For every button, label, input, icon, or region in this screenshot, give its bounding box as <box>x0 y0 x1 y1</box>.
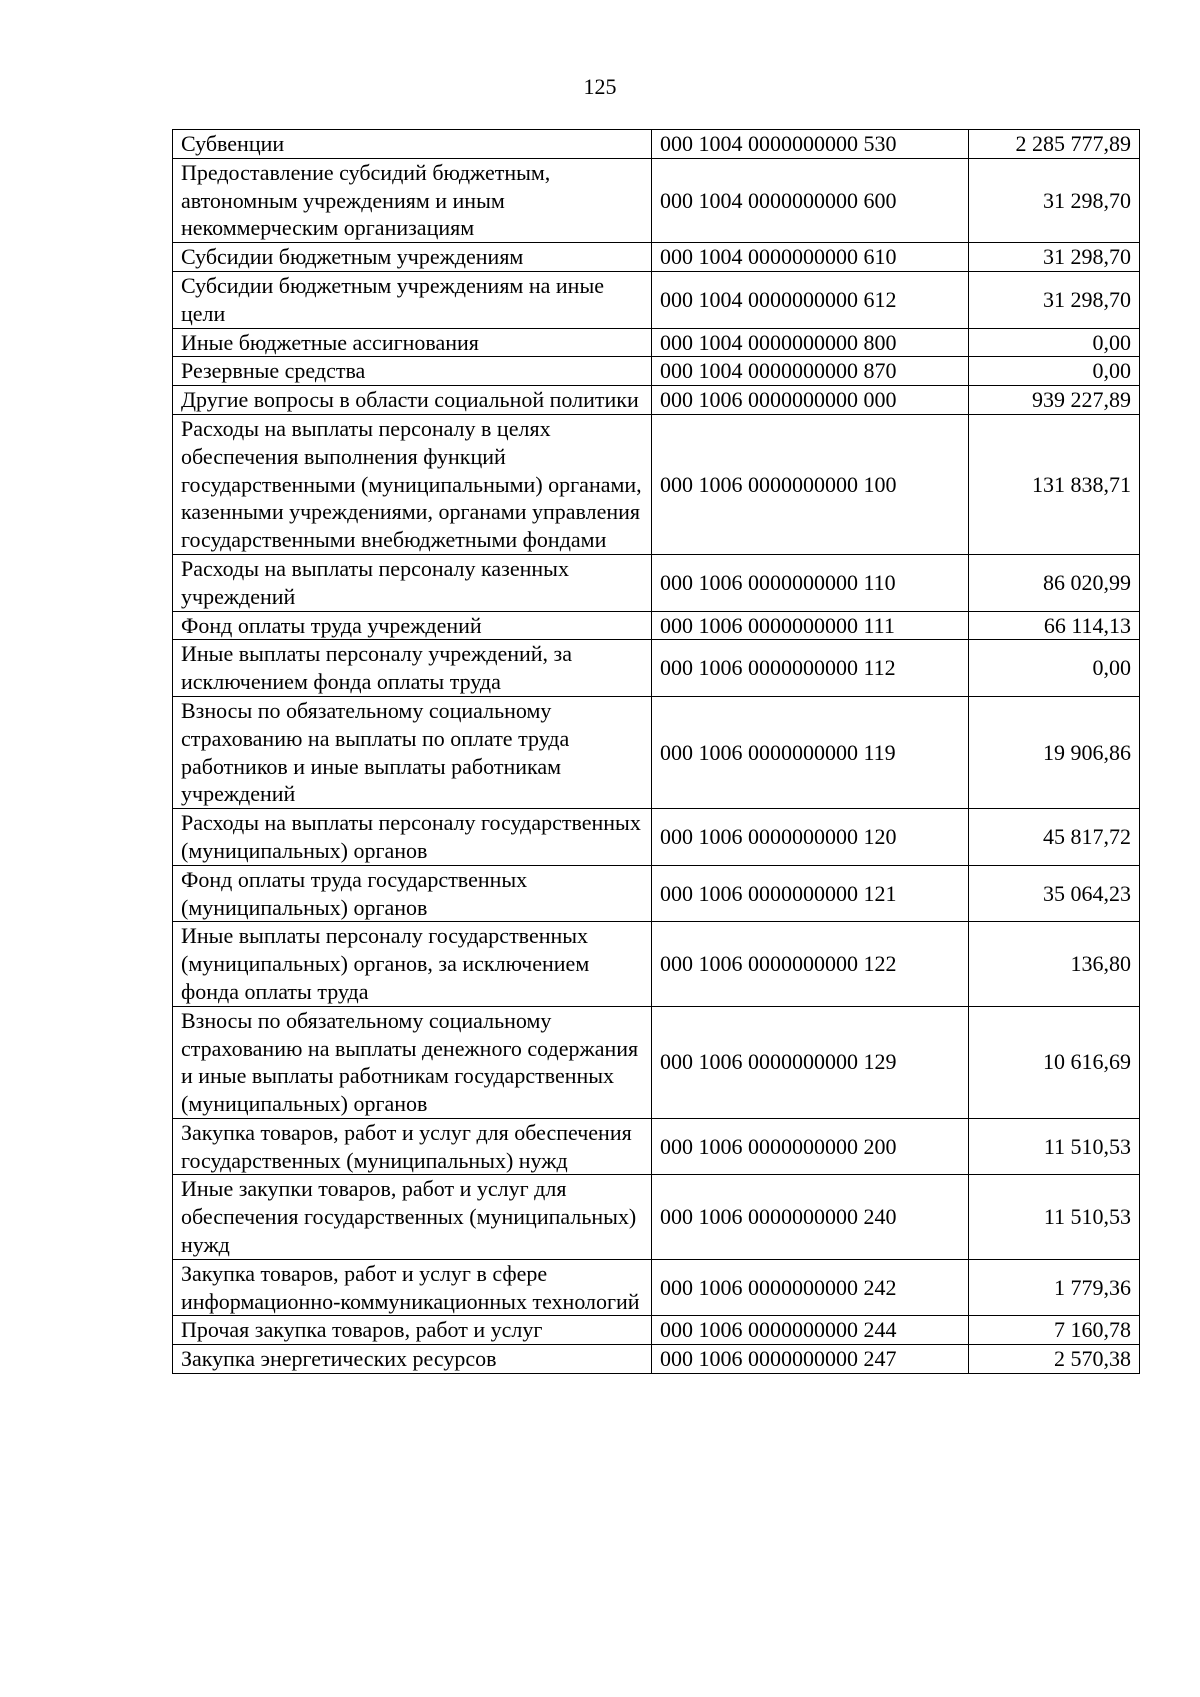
row-name: Расходы на выплаты персоналу казенных учреждений <box>173 554 652 611</box>
row-name: Прочая закупка товаров, работ и услуг <box>173 1316 652 1345</box>
row-amount: 10 616,69 <box>969 1006 1140 1118</box>
table-row <box>173 328 1140 357</box>
table-row <box>173 809 1140 866</box>
row-code: 000 1006 0000000000 119 <box>652 696 969 808</box>
row-amount: 131 838,71 <box>969 414 1140 554</box>
row-name: Иные закупки товаров, работ и услуг для обеспечения государственных (муниципальных) нужд <box>173 1175 652 1259</box>
row-code: 000 1006 0000000000 247 <box>652 1345 969 1374</box>
table-row <box>173 554 1140 611</box>
row-amount: 11 510,53 <box>969 1118 1140 1175</box>
row-amount: 66 114,13 <box>969 611 1140 640</box>
row-name: Субвенции <box>173 130 652 159</box>
table-row <box>173 696 1140 808</box>
row-name: Субсидии бюджетным учреждениям на иные цели <box>173 271 652 328</box>
row-code: 000 1006 0000000000 000 <box>652 386 969 415</box>
row-amount: 0,00 <box>969 640 1140 697</box>
row-code: 000 1006 0000000000 240 <box>652 1175 969 1259</box>
row-amount: 31 298,70 <box>969 158 1140 242</box>
row-amount: 31 298,70 <box>969 243 1140 272</box>
table-row <box>173 414 1140 554</box>
row-code: 000 1006 0000000000 122 <box>652 922 969 1006</box>
row-name: Закупка энергетических ресурсов <box>173 1345 652 1374</box>
row-code: 000 1006 0000000000 242 <box>652 1259 969 1316</box>
row-code: 000 1004 0000000000 600 <box>652 158 969 242</box>
row-name: Предоставление субсидий бюджетным, автономным учреждениям и иным некоммерческим организациям <box>173 158 652 242</box>
row-name: Фонд оплаты труда государственных (муниципальных) органов <box>173 865 652 922</box>
row-code: 000 1004 0000000000 530 <box>652 130 969 159</box>
budget-table <box>172 129 1140 1374</box>
row-code: 000 1006 0000000000 200 <box>652 1118 969 1175</box>
row-amount: 7 160,78 <box>969 1316 1140 1345</box>
table-row <box>173 1118 1140 1175</box>
row-amount: 35 064,23 <box>969 865 1140 922</box>
page-number: 125 <box>583 74 617 99</box>
row-name: Взносы по обязательному социальному страхованию на выплаты по оплате труда работников и иные выплаты работникам учреждений <box>173 696 652 808</box>
row-name: Взносы по обязательному социальному страхованию на выплаты денежного содержания и иные выплаты работникам государственных (муниципальных) органов <box>173 1006 652 1118</box>
row-code: 000 1006 0000000000 244 <box>652 1316 969 1345</box>
row-name: Закупка товаров, работ и услуг в сфере информационно-коммуникационных технологий <box>173 1259 652 1316</box>
row-code: 000 1004 0000000000 870 <box>652 357 969 386</box>
row-amount: 2 570,38 <box>969 1345 1140 1374</box>
row-amount: 86 020,99 <box>969 554 1140 611</box>
row-name: Расходы на выплаты персоналу в целях обеспечения выполнения функций государственными (муниципальными) органами, казенными учреждениями, органами управления государственными внебюджетными фондами <box>173 414 652 554</box>
row-amount: 19 906,86 <box>969 696 1140 808</box>
table-row <box>173 1316 1140 1345</box>
table-row <box>173 1175 1140 1259</box>
table-row <box>173 271 1140 328</box>
table-row <box>173 158 1140 242</box>
table-row <box>173 243 1140 272</box>
row-amount: 939 227,89 <box>969 386 1140 415</box>
row-code: 000 1006 0000000000 121 <box>652 865 969 922</box>
row-amount: 136,80 <box>969 922 1140 1006</box>
row-name: Фонд оплаты труда учреждений <box>173 611 652 640</box>
row-name: Иные выплаты персоналу учреждений, за исключением фонда оплаты труда <box>173 640 652 697</box>
table-row <box>173 1259 1140 1316</box>
row-code: 000 1004 0000000000 612 <box>652 271 969 328</box>
row-code: 000 1006 0000000000 120 <box>652 809 969 866</box>
table-row <box>173 130 1140 159</box>
row-amount: 2 285 777,89 <box>969 130 1140 159</box>
row-name: Субсидии бюджетным учреждениям <box>173 243 652 272</box>
table-row <box>173 1345 1140 1374</box>
row-amount: 1 779,36 <box>969 1259 1140 1316</box>
row-name: Другие вопросы в области социальной политики <box>173 386 652 415</box>
table-row <box>173 386 1140 415</box>
table-row <box>173 611 1140 640</box>
budget-table-body <box>173 130 1140 1374</box>
table-row <box>173 640 1140 697</box>
row-code: 000 1006 0000000000 112 <box>652 640 969 697</box>
table-row <box>173 922 1140 1006</box>
row-code: 000 1006 0000000000 100 <box>652 414 969 554</box>
table-row <box>173 357 1140 386</box>
row-name: Резервные средства <box>173 357 652 386</box>
row-amount: 11 510,53 <box>969 1175 1140 1259</box>
row-amount: 0,00 <box>969 357 1140 386</box>
row-name: Иные выплаты персоналу государственных (муниципальных) органов, за исключением фонда оплаты труда <box>173 922 652 1006</box>
row-amount: 31 298,70 <box>969 271 1140 328</box>
row-code: 000 1006 0000000000 111 <box>652 611 969 640</box>
row-code: 000 1004 0000000000 800 <box>652 328 969 357</box>
row-name: Иные бюджетные ассигнования <box>173 328 652 357</box>
row-code: 000 1006 0000000000 110 <box>652 554 969 611</box>
row-amount: 45 817,72 <box>969 809 1140 866</box>
table-row <box>173 1006 1140 1118</box>
row-name: Закупка товаров, работ и услуг для обеспечения государственных (муниципальных) нужд <box>173 1118 652 1175</box>
row-code: 000 1006 0000000000 129 <box>652 1006 969 1118</box>
row-code: 000 1004 0000000000 610 <box>652 243 969 272</box>
row-amount: 0,00 <box>969 328 1140 357</box>
table-row <box>173 865 1140 922</box>
row-name: Расходы на выплаты персоналу государственных (муниципальных) органов <box>173 809 652 866</box>
